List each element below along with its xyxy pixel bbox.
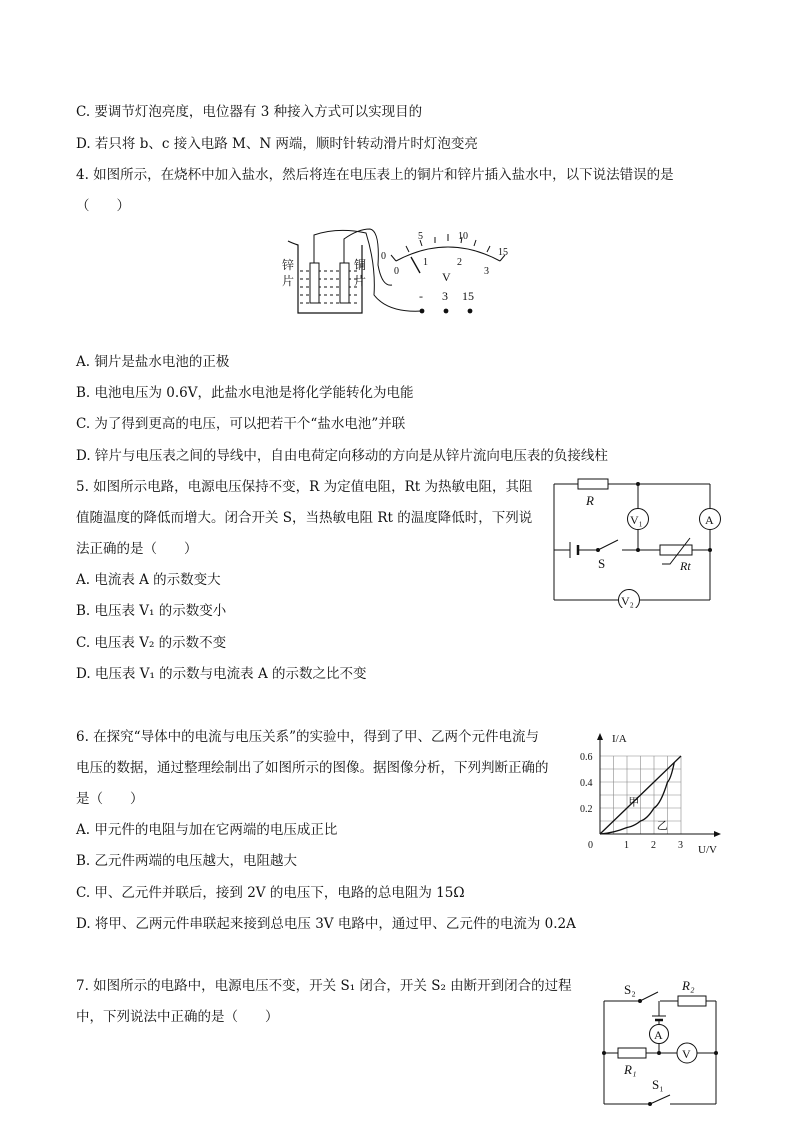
scale-bottom-2: 2: [457, 257, 462, 268]
scale-top-15: 15: [498, 247, 508, 258]
q4-option-b: B. 电池电压为 0.6V，此盐水电池是将化学能转化为电能: [76, 385, 414, 401]
q3-option-c: C. 要调节灯泡亮度，电位器有 3 种接入方式可以实现目的: [76, 104, 423, 120]
q6-option-d: D. 将甲、乙两元件串联起来接到总电压 3V 电路中，通过甲、乙元件的电流为 0.2A: [76, 916, 576, 932]
q3-option-d: D. 若只将 b、c 接入电路 M、N 两端，顺时针转动滑片时灯泡变亮: [76, 136, 478, 152]
x-tick-label: 3: [678, 840, 683, 851]
q4-option-d: D. 锌片与电压表之间的导线中，自由电荷定向移动的方向是从锌片流向电压表的负接线柱: [76, 448, 608, 464]
copper-label-1: 铜: [354, 258, 367, 272]
q6-iu-chart: [578, 726, 728, 860]
ammeter-a-label: A: [654, 1028, 663, 1042]
voltmeter-pointer: [411, 257, 420, 273]
q4-stem-line-2: （ ）: [76, 198, 130, 214]
q6-stem-line-2: 电压的数据，通过整理绘制出了如图所示的图像。据图像分析，下列判断正确的: [76, 760, 549, 776]
resistor-r: [578, 479, 608, 489]
zinc-plate: [310, 263, 319, 303]
y-axis-arrow: [597, 733, 603, 740]
battery-icon: [570, 542, 578, 558]
resistor-r2: [678, 996, 706, 1006]
junction-dot: [636, 482, 640, 486]
q4-stem-line-1: 4. 如图所示，在烧杯中加入盐水，然后将连在电压表上的铜片和锌片插入盐水中，以下说法错误的是: [76, 167, 674, 183]
copper-plate: [340, 263, 349, 303]
x-axis-label: U/V: [698, 844, 717, 856]
switch-s1: [649, 1095, 671, 1106]
battery-icon: [652, 1016, 666, 1020]
scale-top-5: 5: [418, 231, 423, 242]
q6-option-b: B. 乙元件两端的电压越大，电阻越大: [76, 853, 298, 869]
x-tick-label: 2: [651, 840, 656, 851]
q4-option-a: A. 铜片是盐水电池的正极: [76, 354, 230, 370]
q6-option-a: A. 甲元件的电阻与加在它两端的电压成正比: [76, 822, 338, 838]
q5-stem-line-3: 法正确的是（ ）: [76, 541, 198, 557]
junction-dot: [714, 1051, 718, 1055]
thermistor-rt: [660, 545, 692, 555]
copper-label-2: 片: [354, 274, 367, 288]
switch-s2: [639, 992, 659, 1003]
x-tick-label: 0: [588, 840, 593, 851]
scale-bottom-3: 3: [484, 266, 489, 277]
terminal-15: 15: [462, 289, 474, 303]
series-label-yi: 乙: [656, 819, 668, 832]
y-axis-label: I/A: [612, 733, 627, 745]
q5-option-c: C. 电压表 V₂ 的示数不变: [76, 635, 227, 651]
y-tick-label: 0.4: [580, 778, 593, 789]
voltmeter-v1-label: V₁: [630, 513, 643, 527]
x-axis-arrow: [714, 831, 721, 837]
q5-circuit-diagram: [548, 474, 726, 608]
beaker: [288, 241, 362, 313]
resistor-r-label: R: [586, 493, 594, 508]
terminal-3: 3: [442, 289, 448, 303]
terminal-negative: -: [419, 289, 423, 303]
voltmeter-v2-label: V₂: [621, 594, 634, 608]
q7-circuit-diagram: [596, 976, 726, 1108]
salt-water: [300, 271, 360, 303]
voltmeter-unit: V: [442, 270, 451, 284]
scale-bottom-0: 0: [394, 266, 399, 277]
ammeter-a-label: A: [705, 513, 714, 527]
resistor-r2-label: R₂: [682, 978, 695, 993]
q5-option-b: B. 电压表 V₁ 的示数变小: [76, 603, 227, 619]
resistor-r1-label: R₁: [624, 1062, 637, 1077]
q7-stem-line-1: 7. 如图所示的电路中，电源电压不变，开关 S₁ 闭合，开关 S₂ 由断开到闭合的过程: [76, 978, 572, 994]
terminal-negative-post: [420, 309, 425, 314]
q4-option-c: C. 为了得到更高的电压，可以把若干个“盐水电池”并联: [76, 416, 406, 432]
thermistor-rt-label: Rt: [680, 559, 691, 573]
scale-top-0: 0: [381, 251, 386, 262]
terminal-15-post: [468, 309, 473, 314]
y-tick-label: 0.6: [580, 752, 593, 763]
switch-s2-label: S₂: [624, 982, 636, 997]
q5-option-a: A. 电流表 A 的示数变大: [76, 572, 221, 588]
junction-dot: [602, 1051, 606, 1055]
terminal-3-post: [444, 309, 449, 314]
voltmeter-scale: [391, 234, 505, 261]
switch-s: [597, 540, 619, 552]
q5-stem-line-1: 5. 如图所示电路，电源电压保持不变，R 为定值电阻，Rt 为热敏电阻，其阻: [76, 479, 533, 495]
switch-s-label: S: [598, 556, 606, 571]
zinc-label-2: 片: [282, 274, 295, 288]
scale-bottom-1: 1: [423, 257, 428, 268]
junction-dot: [636, 548, 640, 552]
q5-stem-line-2: 值随温度的降低而增大。闭合开关 S，当热敏电阻 Rt 的温度降低时，下列说: [76, 510, 533, 526]
connecting-wires: [314, 229, 422, 311]
voltmeter-v-label: V: [682, 1047, 691, 1061]
series-label-jia: 甲: [628, 796, 640, 809]
q4-saltwater-battery-figure: [278, 225, 518, 325]
q7-stem-line-2: 中，下列说法中正确的是（ ）: [76, 1009, 279, 1025]
junction-dot: [708, 548, 712, 552]
q6-stem-line-3: 是（ ）: [76, 791, 144, 807]
q5-option-d: D. 电压表 V₁ 的示数与电流表 A 的示数之比不变: [76, 666, 367, 682]
q6-stem-line-1: 6. 在探究“导体中的电流与电压关系”的实验中，得到了甲、乙两个元件电流与: [76, 729, 539, 745]
resistor-r1: [618, 1048, 646, 1058]
junction-dot: [657, 1051, 661, 1055]
scale-top-10: 10: [458, 231, 468, 242]
zinc-label-1: 锌: [282, 258, 295, 272]
q6-option-c: C. 甲、乙元件并联后，接到 2V 的电压下，电路的总电阻为 15Ω: [76, 885, 465, 901]
y-tick-label: 0.2: [580, 804, 593, 815]
x-tick-label: 1: [624, 840, 629, 851]
switch-s1-label: S₁: [652, 1077, 664, 1092]
